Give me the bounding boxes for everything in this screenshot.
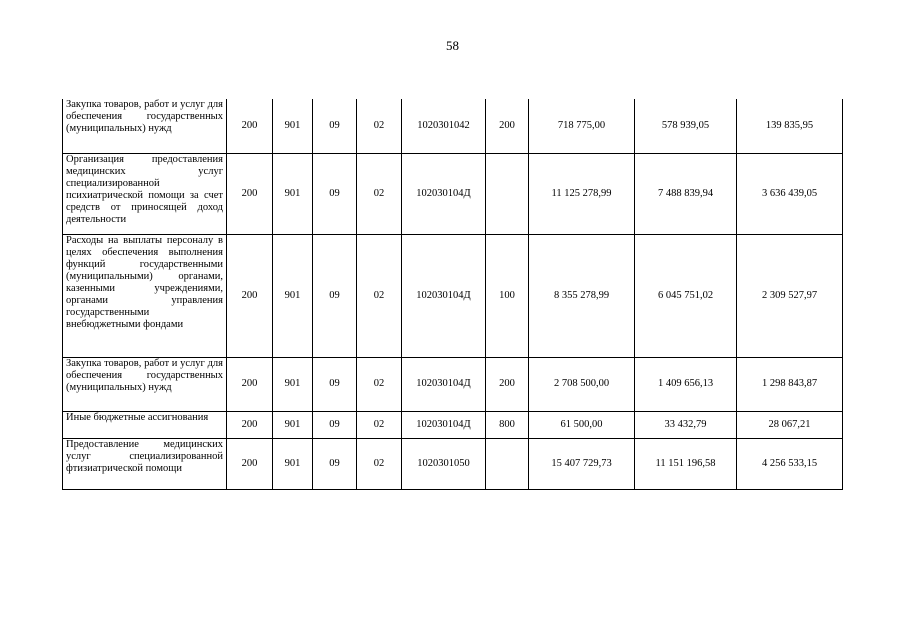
cell-target-article: 1020301050 xyxy=(402,438,486,489)
cell-code: 200 xyxy=(227,153,273,234)
cell-amount-approved: 15 407 729,73 xyxy=(529,438,635,489)
cell-expense-type: 200 xyxy=(486,357,529,411)
cell-ministry: 901 xyxy=(273,153,313,234)
cell-ministry: 901 xyxy=(273,411,313,438)
cell-code: 200 xyxy=(227,357,273,411)
cell-amount-executed: 11 151 196,58 xyxy=(635,438,737,489)
cell-code: 200 xyxy=(227,411,273,438)
cell-subsection: 02 xyxy=(357,411,402,438)
cell-amount-executed: 1 409 656,13 xyxy=(635,357,737,411)
cell-code: 200 xyxy=(227,234,273,357)
cell-ministry: 901 xyxy=(273,99,313,153)
cell-amount-approved: 11 125 278,99 xyxy=(529,153,635,234)
row-description: Закупка товаров, работ и услуг для обеспечения государственных (муниципальных) нужд xyxy=(63,99,227,153)
cell-amount-remaining: 2 309 527,97 xyxy=(737,234,843,357)
cell-section: 09 xyxy=(313,411,357,438)
cell-section: 09 xyxy=(313,438,357,489)
budget-table xyxy=(62,99,843,490)
row-description: Расходы на выплаты персоналу в целях обеспечения выполнения функций государственными (муниципальными) органами, казенными учреждениями, органами управления государственными внебюджетными фондами xyxy=(63,234,227,357)
table-row xyxy=(63,153,843,234)
cell-amount-approved: 8 355 278,99 xyxy=(529,234,635,357)
cell-amount-remaining: 139 835,95 xyxy=(737,99,843,153)
cell-section: 09 xyxy=(313,234,357,357)
cell-expense-type xyxy=(486,438,529,489)
cell-expense-type: 200 xyxy=(486,99,529,153)
cell-amount-remaining: 4 256 533,15 xyxy=(737,438,843,489)
table-row xyxy=(63,234,843,357)
cell-ministry: 901 xyxy=(273,357,313,411)
cell-target-article: 1020301042 xyxy=(402,99,486,153)
cell-target-article: 102030104Д xyxy=(402,411,486,438)
table-row xyxy=(63,99,843,153)
cell-subsection: 02 xyxy=(357,153,402,234)
cell-target-article: 102030104Д xyxy=(402,357,486,411)
row-description: Предоставление медицинских услуг специализированной фтизиатрической помощи xyxy=(63,438,227,489)
cell-amount-remaining: 1 298 843,87 xyxy=(737,357,843,411)
row-description: Иные бюджетные ассигнования xyxy=(63,411,227,438)
cell-amount-approved: 61 500,00 xyxy=(529,411,635,438)
cell-subsection: 02 xyxy=(357,438,402,489)
cell-expense-type: 100 xyxy=(486,234,529,357)
cell-target-article: 102030104Д xyxy=(402,234,486,357)
cell-code: 200 xyxy=(227,99,273,153)
cell-amount-remaining: 3 636 439,05 xyxy=(737,153,843,234)
row-description: Организация предоставления медицинских услуг специализированной психиатрической помощи за счет средств от приносящей доход деятельности xyxy=(63,153,227,234)
cell-section: 09 xyxy=(313,99,357,153)
cell-subsection: 02 xyxy=(357,99,402,153)
cell-amount-remaining: 28 067,21 xyxy=(737,411,843,438)
cell-code: 200 xyxy=(227,438,273,489)
cell-amount-executed: 33 432,79 xyxy=(635,411,737,438)
cell-subsection: 02 xyxy=(357,234,402,357)
cell-amount-executed: 6 045 751,02 xyxy=(635,234,737,357)
cell-subsection: 02 xyxy=(357,357,402,411)
row-description: Закупка товаров, работ и услуг для обеспечения государственных (муниципальных) нужд xyxy=(63,357,227,411)
cell-amount-executed: 7 488 839,94 xyxy=(635,153,737,234)
cell-section: 09 xyxy=(313,153,357,234)
cell-ministry: 901 xyxy=(273,234,313,357)
cell-ministry: 901 xyxy=(273,438,313,489)
cell-amount-approved: 718 775,00 xyxy=(529,99,635,153)
cell-amount-approved: 2 708 500,00 xyxy=(529,357,635,411)
table-row xyxy=(63,438,843,489)
table-row xyxy=(63,357,843,411)
page-number: 58 xyxy=(446,38,459,53)
table-row xyxy=(63,411,843,438)
cell-target-article: 102030104Д xyxy=(402,153,486,234)
cell-expense-type: 800 xyxy=(486,411,529,438)
cell-expense-type xyxy=(486,153,529,234)
cell-section: 09 xyxy=(313,357,357,411)
cell-amount-executed: 578 939,05 xyxy=(635,99,737,153)
